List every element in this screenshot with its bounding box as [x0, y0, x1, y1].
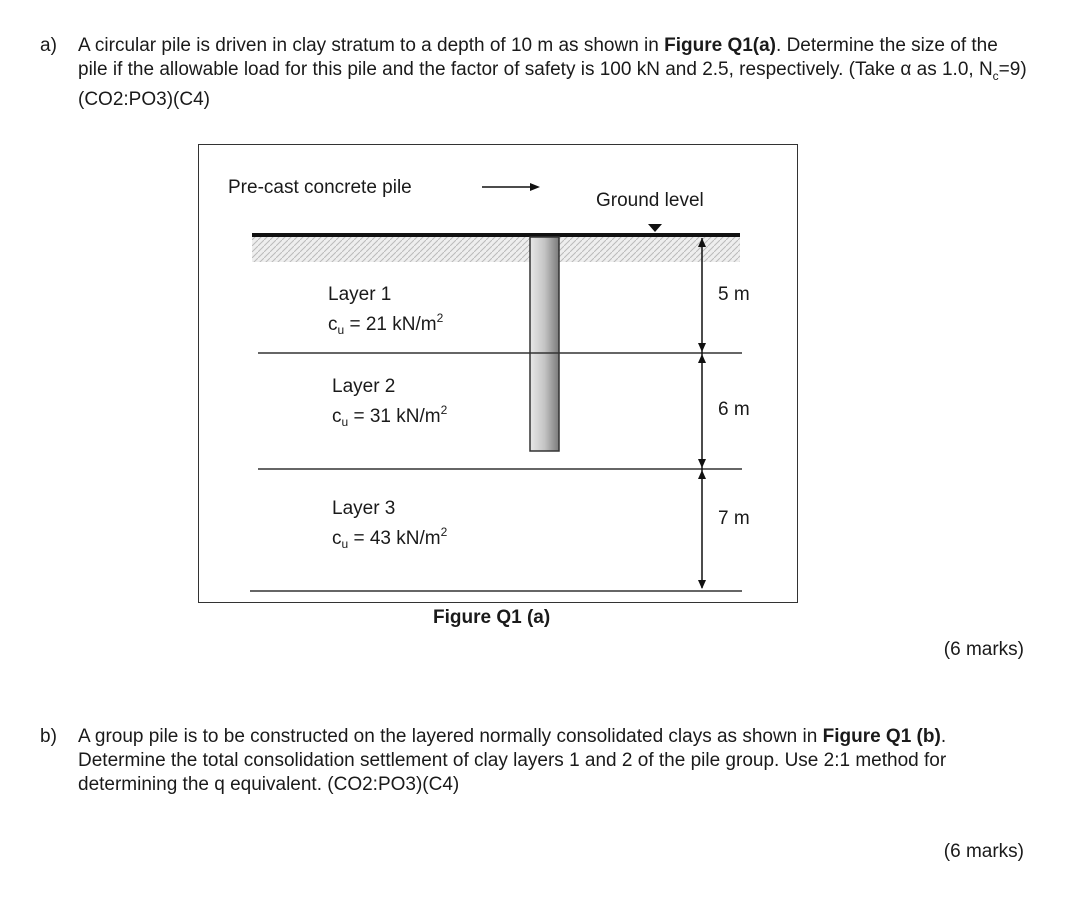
- arrow-down-icon: [698, 580, 706, 589]
- question-a-marks: (6 marks): [943, 639, 1024, 660]
- arrow-down-icon: [698, 459, 706, 468]
- layer-3-name: Layer 3: [332, 498, 396, 519]
- layer-1-thickness: 5 m: [718, 284, 750, 305]
- question-b-text-part2: . Determine the total consolidation settlement of clay layers 1 and 2 of the pile group. Use 2:1 method for determining the q equivalent. (CO2:PO3)(C4): [78, 726, 947, 795]
- question-a-text-part2: . Determine the size of the pile if the allowable load for this pile and the factor of safety is 100 kN and 2.5, respectively. (Take α as 1.0, N: [78, 35, 998, 80]
- question-a-text-part1: A circular pile is driven in clay stratum to a depth of 10 m as shown in: [78, 35, 665, 56]
- question-a-label: a): [40, 35, 57, 56]
- question-a-text-part3: =9) (CO2:PO3)(C4): [78, 59, 1027, 110]
- arrow-down-icon: [698, 343, 706, 352]
- question-b-marks: (6 marks): [943, 841, 1024, 862]
- question-b-text: [78, 725, 1028, 797]
- pile: [530, 237, 559, 451]
- layer-3-cu: $c_u = 43$ $kN/m^2$: [332, 525, 448, 551]
- ground-hatch: [252, 236, 740, 262]
- arrow-right-icon: [530, 183, 540, 191]
- layer-2-name: Layer 2: [332, 376, 396, 397]
- ground-level-marker-icon: [648, 224, 662, 232]
- ground-level-label: Ground level: [596, 190, 704, 211]
- layer-3-thickness: 7 m: [718, 508, 750, 529]
- figure-caption: Figure Q1 (a): [433, 607, 551, 628]
- nc-subscript: c: [992, 68, 999, 83]
- question-b-figure-ref: Figure Q1 (b): [822, 726, 941, 747]
- layer-1-name: Layer 1: [328, 284, 392, 305]
- question-b-label: b): [40, 726, 57, 747]
- layer-1-cu: $c_u = 21$ $kN/m^2$: [328, 311, 444, 337]
- layer-2-cu: $c_u = 31$ $kN/m^2$: [332, 403, 448, 429]
- question-b-text-part1: A group pile is to be constructed on the layered normally consolidated clays as shown in: [78, 726, 823, 747]
- layer-2-thickness: 6 m: [718, 399, 750, 420]
- question-a-figure-ref: Figure Q1(a): [664, 35, 777, 56]
- arrow-up-icon: [698, 470, 706, 479]
- arrow-up-icon: [698, 354, 706, 363]
- pile-label: Pre-cast concrete pile: [228, 177, 412, 198]
